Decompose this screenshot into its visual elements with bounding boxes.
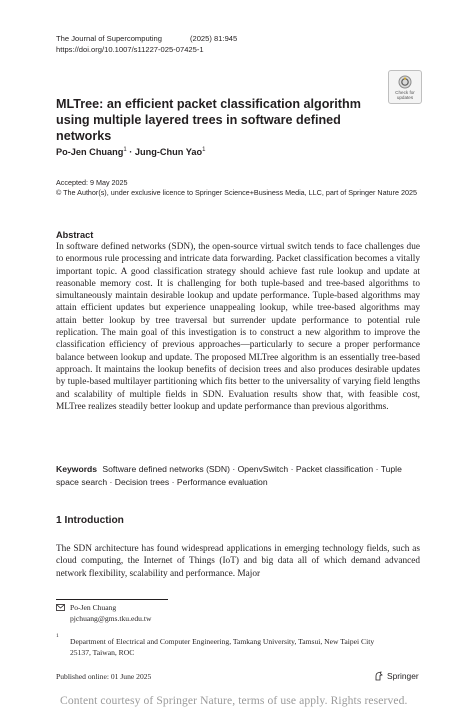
author-separator: · <box>126 147 135 158</box>
published-online-date: Published online: 01 June 2025 <box>56 672 152 681</box>
journal-volume: (2025) 81:945 <box>189 34 238 43</box>
abstract-text: In software defined networks (SDN), the open-source virtual switch tends to face challenges due to enormous rule processing and intricate data forwarding. Packet classification becomes a vitally important topic. A good classification strategy should achieve fast rule lookup and update at reasonable memory cost. It is challenging for both tuple-based and tree-based algorithms to simultaneously maintain desirable lookup and update performance. Tuple-based algorithms may attain efficient updates but experience unappealing lookup, while tree-based algorithms may attain better lookup by tree traversal but surrender update performance to potential rule replication. The main goal of this investigation is to construct a new algorithm to improve the classification efficiency of previous approaches—particularly to secure a proper performance balance between lookup and update. The proposed MLTree algorithm is an essentially tree-based approach. It maintains the lookup benefits of decision trees and also produces desirable updates by tuple-based multilayer partitioning which fits better to the universality of varying field lengths and scalability of multiple fields in SDN. Evaluation results show that, with feasible cost, MLTree realizes steadily better lookup and update performance than previous algorithms. <box>56 242 420 412</box>
springer-logo[interactable] <box>374 671 419 681</box>
keywords-text: Software defined networks (SDN) · OpenvSwitch · Packet classification · Tuple space search · Decision trees · Performance evaluation <box>56 464 402 488</box>
introduction-text: The SDN architecture has found widespread applications in emerging technology fields, such as cloud computing, the Internet of Things (IoT) and big data all of which demand advanced network flexibility, scalability and performance. Major <box>56 544 420 579</box>
author-affil-sup: 1 <box>123 147 127 153</box>
paper-title: MLTree: an efficient packet classification algorithm using multiple layered trees in software defined networks <box>56 97 361 143</box>
keywords <box>56 463 420 490</box>
accepted-date: Accepted: 9 May 2025 <box>56 178 128 187</box>
journal-header <box>56 34 237 43</box>
courtesy-notice: Content courtesy of Springer Nature, terms of use apply. Rights reserved. <box>60 694 408 707</box>
abstract-heading: Abstract <box>56 230 94 240</box>
envelope-icon <box>56 604 65 611</box>
author-list <box>56 147 205 157</box>
author-name[interactable]: Jung-Chun Yao <box>134 147 203 158</box>
springer-wordmark: Springer <box>387 671 419 681</box>
author-affil-sup: 1 <box>202 147 206 153</box>
check-updates-icon <box>398 75 412 89</box>
affiliation-text: Department of Electrical and Computer Engineering, Tamkang University, Tamsui, New Taipei City 25137, Taiwan, ROC <box>70 637 375 657</box>
author-name[interactable]: Po-Jen Chuang <box>56 147 124 158</box>
check-updates-label <box>395 90 415 100</box>
check-updates-label-line1: Check for <box>395 89 415 95</box>
section-heading-introduction: 1 Introduction <box>56 515 124 526</box>
keywords-heading: Keywords <box>56 464 98 474</box>
doi-link[interactable]: https://doi.org/10.1007/s11227-025-07425-1 <box>56 45 204 54</box>
affiliation-number: 1 <box>56 633 59 639</box>
springer-horse-icon <box>374 671 384 681</box>
copyright-notice: © The Author(s), under exclusive licence to Springer Science+Business Media, LLC, part of Springer Nature 2025 <box>56 188 417 197</box>
check-updates-label-line2: updates <box>396 94 414 100</box>
corresponding-author-email[interactable]: pjchuang@gms.tku.edu.tw <box>70 614 152 623</box>
footnote-divider <box>56 599 168 600</box>
corresponding-author-name: Po-Jen Chuang <box>70 603 117 612</box>
journal-name: The Journal of Supercomputing <box>56 34 162 43</box>
